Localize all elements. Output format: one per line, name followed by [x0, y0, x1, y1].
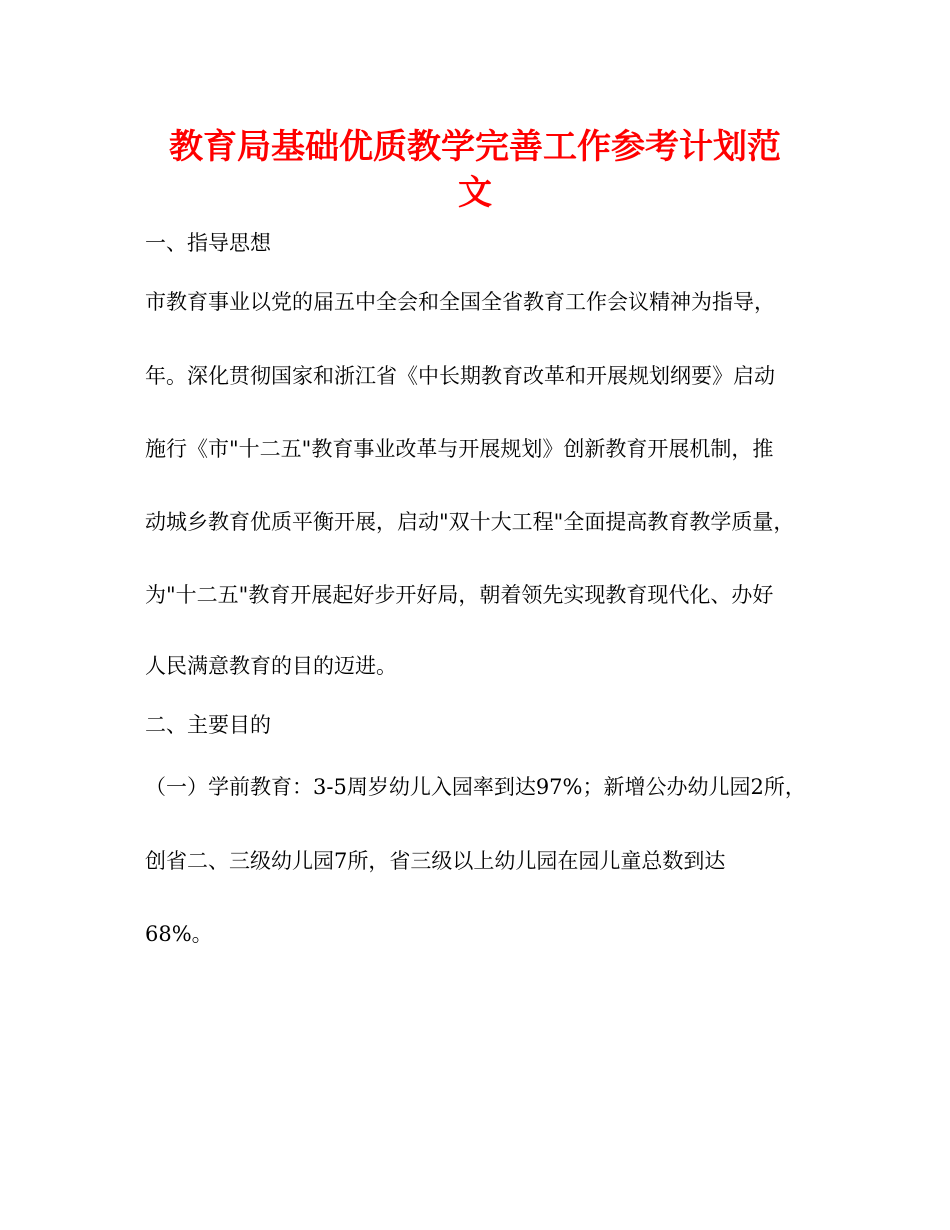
document-title-line-1: 教育局基础优质教学完善工作参考计划范 [169, 127, 781, 167]
paragraph-line: 年。深化贯彻国家和浙江省《中长期教育改革和开展规划纲要》启动 [145, 364, 775, 388]
paragraph-line: （一）学前教育：3-5周岁幼儿入园率到达97%；新增公办幼儿园2所， [145, 775, 806, 799]
paragraph-line: 市教育事业以党的届五中全会和全国全省教育工作会议精神为指导， [145, 290, 775, 314]
document-title-line-2: 文 [458, 173, 492, 213]
section-heading-main-goals: 二、主要目的 [145, 713, 271, 737]
paragraph-line: 动城乡教育优质平衡开展，启动"双十大工程"全面提高教育教学质量， [145, 510, 795, 534]
paragraph-line: 为"十二五"教育开展起好步开好局，朝着领先实现教育现代化、办好 [145, 583, 774, 607]
paragraph-line: 创省二、三级幼儿园7所，省三级以上幼儿园在园儿童总数到达 [145, 849, 726, 873]
paragraph-line: 人民满意教育的目的迈进。 [145, 654, 397, 678]
paragraph-line: 68%。 [145, 922, 213, 946]
section-heading-guiding-thought: 一、指导思想 [145, 231, 271, 255]
paragraph-line: 施行《市"十二五"教育事业改革与开展规划》创新教育开展机制，推 [145, 437, 774, 461]
